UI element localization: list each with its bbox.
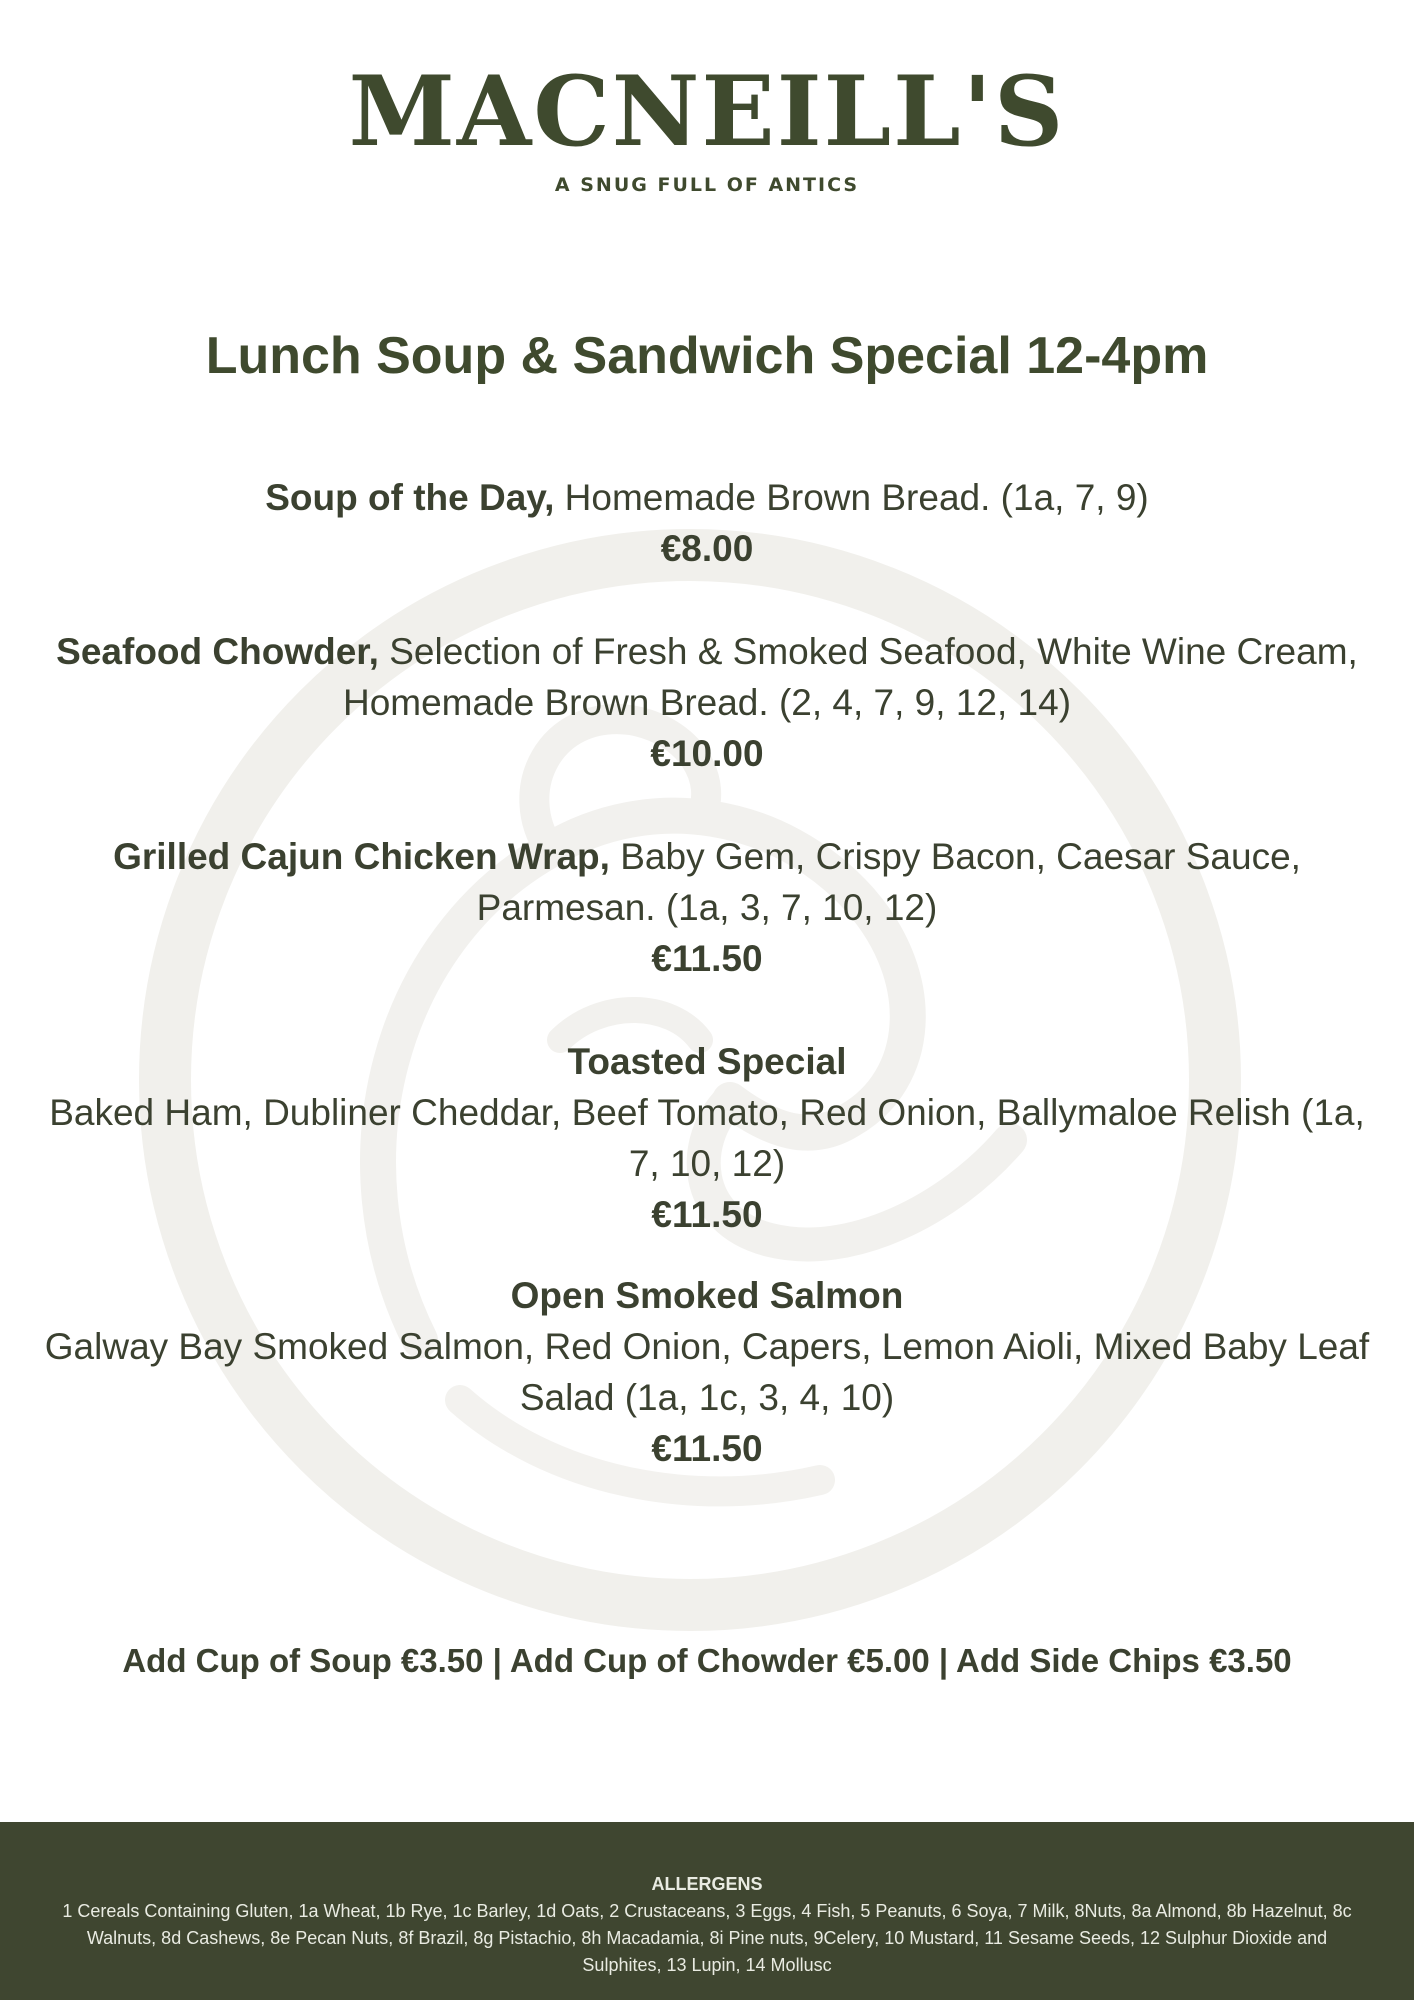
item-name: Grilled Cajun Chicken Wrap, [113, 836, 610, 877]
item-name: Soup of the Day, [265, 477, 555, 518]
item-description: Baked Ham, Dubliner Cheddar, Beef Tomato, Red Onion, Ballymaloe Relish (1a, 7, 10, 12) [49, 1092, 1365, 1184]
allergens-footer [0, 1822, 1414, 2000]
item-description: Selection of Fresh & Smoked Seafood, White Wine Cream, Homemade Brown Bread. (2, 4, 7, 9, 12, 14) [342, 631, 1358, 723]
add-ons-line: Add Cup of Soup €3.50 | Add Cup of Chowder €5.00 | Add Side Chips €3.50 [122, 1642, 1292, 1679]
item-name: Seafood Chowder, [56, 631, 379, 672]
item-description: Baby Gem, Crispy Bacon, Caesar Sauce, Parmesan. (1a, 3, 7, 10, 12) [476, 836, 1301, 928]
item-description: Homemade Brown Bread. (1a, 7, 9) [554, 477, 1149, 518]
item-price: €11.50 [651, 1194, 763, 1235]
menu-item-soup [40, 472, 1374, 574]
allergens-list: 1 Cereals Containing Gluten, 1a Wheat, 1b Rye, 1c Barley, 1d Oats, 2 Crustaceans, 3 Eggs, 4 Fish, 5 Peanuts, 6 Soya, 7 Milk, 8Nuts, 8a Almond, 8b Hazelnut, 8c Walnuts, 8d Cashews, 8e Pecan Nuts, 8f Brazil, 8g Pistachio, 8h Macadamia, 8i Pine nuts, 9Celery, 10 Mustard, 11 Sesame Seeds, 12 Sulphur Dioxide and Sulphites, 13 Lupin, 14 Mollusc [62, 1901, 1352, 1975]
menu-items [40, 472, 1374, 1474]
logo-wordmark: MACNEILL'S [348, 55, 1066, 168]
logo-tagline: A SNUG FULL OF ANTICS [554, 174, 860, 196]
item-name: Open Smoked Salmon [510, 1275, 904, 1316]
item-description: Galway Bay Smoked Salmon, Red Onion, Capers, Lemon Aioli, Mixed Baby Leaf Salad (1a, 1c, 3, 4, 10) [44, 1326, 1370, 1418]
item-price: €10.00 [650, 733, 764, 774]
menu-item-chicken-wrap [40, 831, 1374, 984]
logo [0, 55, 1414, 196]
menu-item-chowder [40, 626, 1374, 779]
menu-title: Lunch Soup & Sandwich Special 12-4pm [205, 327, 1209, 385]
menu-item-toasted-special [40, 1036, 1374, 1240]
item-price: €11.50 [651, 938, 763, 979]
item-name: Toasted Special [567, 1041, 847, 1082]
menu-item-smoked-salmon [40, 1270, 1374, 1474]
item-price: €8.00 [660, 528, 754, 569]
allergens-title: ALLERGENS [651, 1874, 763, 1894]
item-price: €11.50 [651, 1428, 763, 1469]
